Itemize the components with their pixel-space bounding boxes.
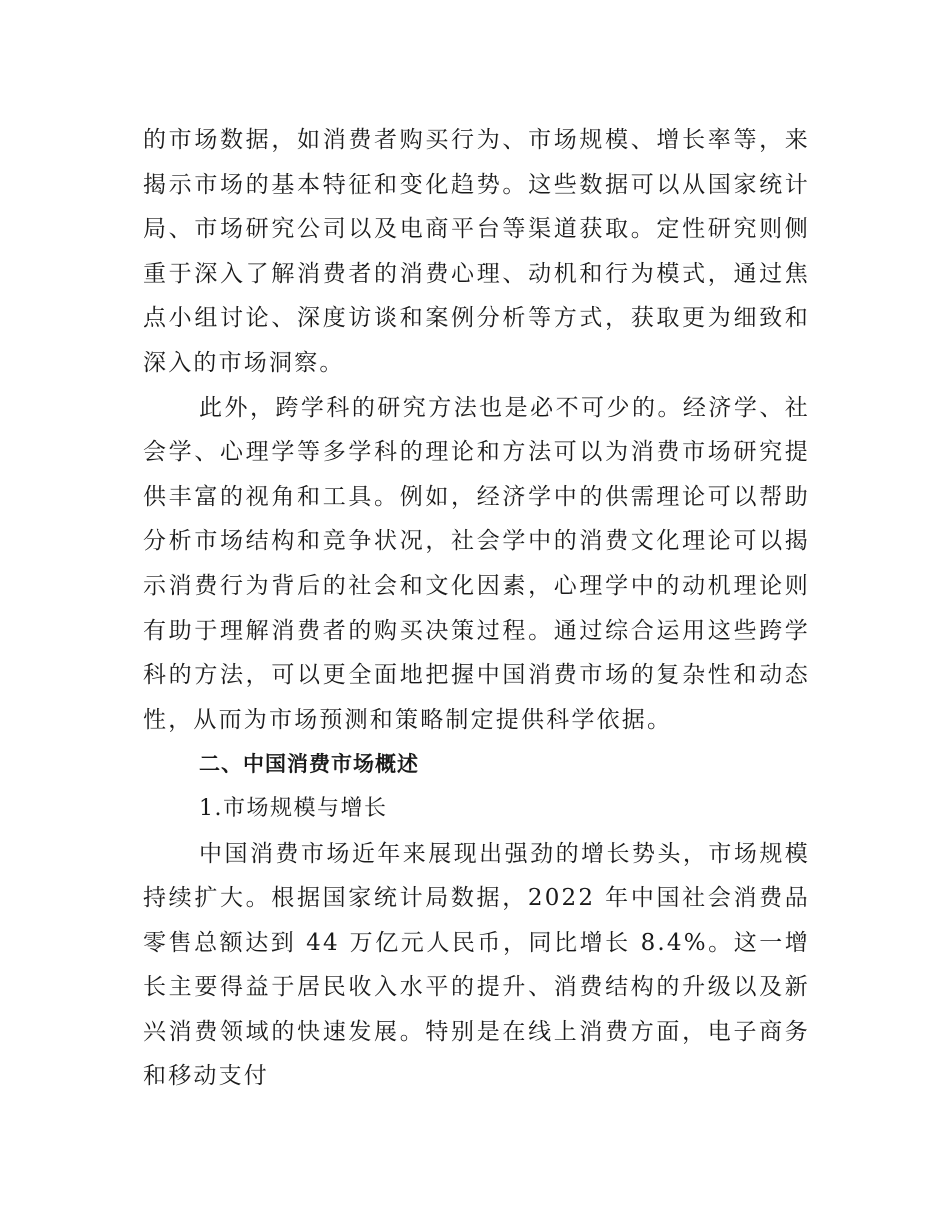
- subsection-heading: 1.市场规模与增长: [199, 795, 388, 821]
- paragraph-interdisciplinary: 此外，跨学科的研究方法也是必不可少的。经济学、社会学、心理学等多学科的理论和方法可以为消费市场研究提供丰富的视角和工具。例如，经济学中的供需理论可以帮助分析市场结构和竞争状况，社会学中的消费文化理论可以揭示消费行为背后的社会和文化因素，心理学中的动机理论则有助于理解消费者的购买决策过程。通过综合运用这些跨学科的方法，可以更全面地把握中国消费市场的复杂性和动态性，从而为市场预测和策略制定提供科学依据。: [143, 394, 810, 733]
- section-heading: 二、中国消费市场概述: [199, 752, 419, 777]
- paragraph-market-size: 中国消费市场近年来展现出强劲的增长势头，市场规模持续扩大。根据国家统计局数据，2022 年中国社会消费品零售总额达到 44 万亿元人民币，同比增长 8.4%。这一增长主要得益于居民收入水平的提升、消费结构的升级以及新兴消费领域的快速发展。特别是在线上消费方面，电子商务和移动支付: [143, 840, 810, 1090]
- document-body: [143, 118, 810, 1099]
- paragraph-continued: 的市场数据，如消费者购买行为、市场规模、增长率等，来揭示市场的基本特征和变化趋势。这些数据可以从国家统计局、市场研究公司以及电商平台等渠道获取。定性研究则侧重于深入了解消费者的消费心理、动机和行为模式，通过焦点小组讨论、深度访谈和案例分析等方式，获取更为细致和深入的市场洞察。: [143, 127, 810, 376]
